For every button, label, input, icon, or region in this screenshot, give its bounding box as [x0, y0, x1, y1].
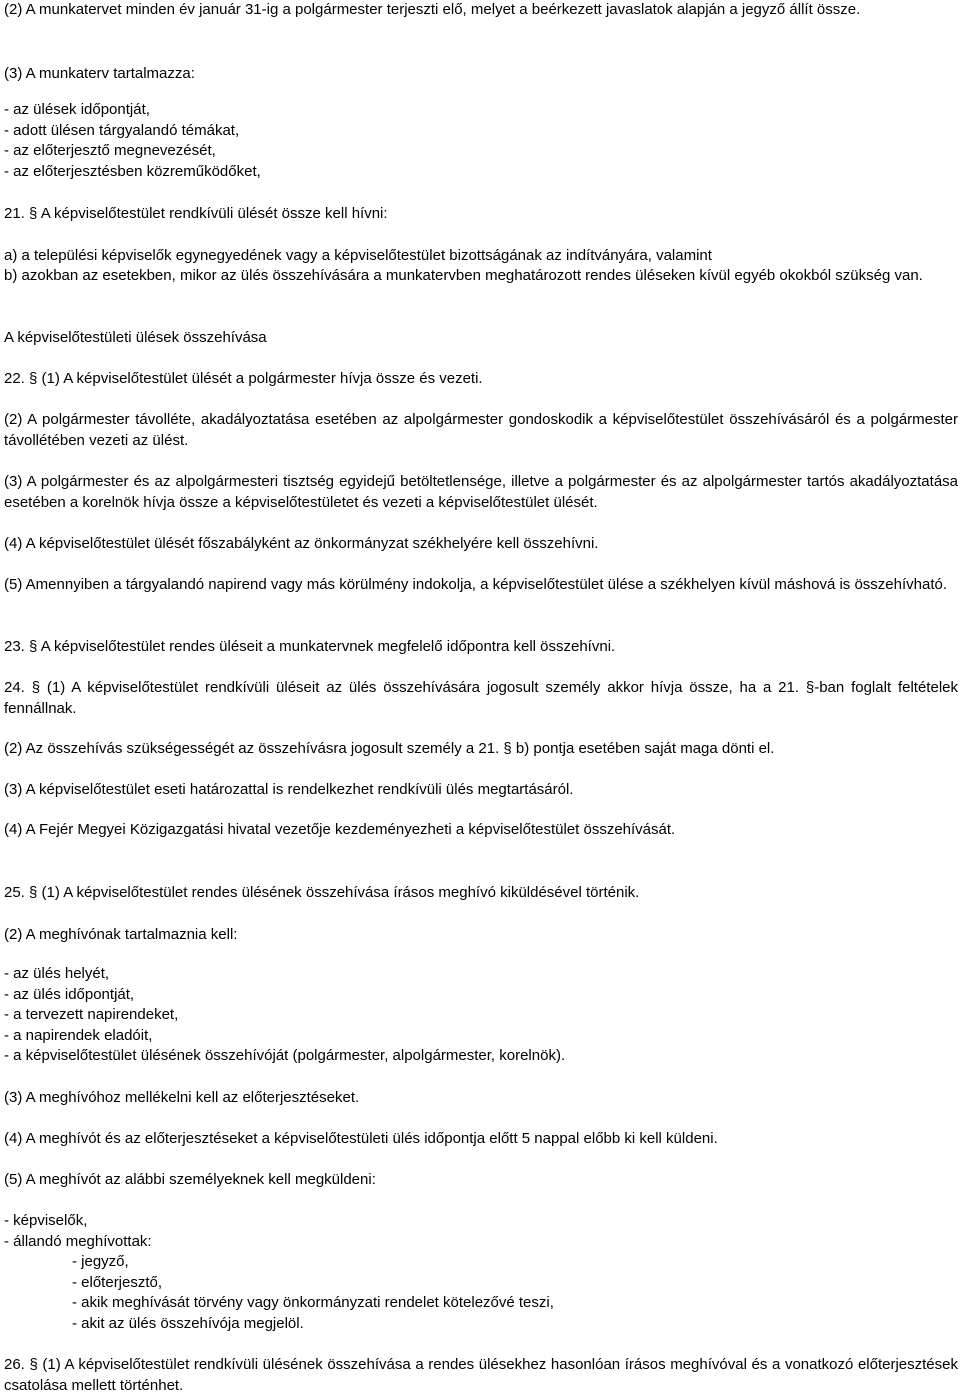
- paragraph: [4, 575, 958, 596]
- text-line: (5) A meghívót az alábbi személyeknek kell megküldeni:: [4, 1171, 376, 1188]
- paragraph: [4, 678, 958, 719]
- paragraph: [4, 820, 958, 841]
- paragraph: [4, 1170, 958, 1191]
- paragraph: [4, 1355, 958, 1396]
- text-line: b) azokban az esetekben, mikor az ülés összehívására a munkatervben meghatározott rendes üléseken kívül egyéb okokból szükség van.: [4, 267, 923, 284]
- paragraph: [4, 534, 958, 555]
- paragraph: [4, 780, 958, 801]
- paragraph: [4, 369, 958, 390]
- paragraph: [4, 1088, 958, 1109]
- text-line: 26. § (1) A képviselőtestület rendkívüli ülésének összehívása a rendes ülésekhez hasonlóan írásos meghívóval és a vonatkozó előterjesztések csatolása mellett történhet.: [4, 1356, 958, 1394]
- text-line: A képviselőtestületi ülések összehívása: [4, 329, 267, 346]
- text-line: (2) A munkatervet minden év január 31-ig a polgármester terjeszti elő, melyet a beérkezett javaslatok alapján a jegyző állít össze.: [4, 1, 861, 18]
- text-line: 23. § A képviselőtestület rendes üléseit a munkatervnek megfelelő időpontra kell összehívni.: [4, 638, 616, 655]
- text-line: (4) A meghívót és az előterjesztéseket a képviselőtestületi ülés időpontja előtt 5 nappal előbb ki kell küldeni.: [4, 1130, 718, 1147]
- text-line: - a napirendek eladóit,: [4, 1026, 153, 1044]
- text-line: - az előterjesztő megnevezését,: [4, 142, 216, 159]
- text-line: a) a települési képviselők egynegyedének vagy a képviselőtestület bizottságának az indítványára, valamint: [4, 247, 712, 264]
- text-line: - a képviselőtestület ülésének összehívóját (polgármester, alpolgármester, korelnök).: [4, 1047, 566, 1064]
- text-line: (3) A munkaterv tartalmazza:: [4, 65, 195, 82]
- text-line: (2) Az összehívás szükségességét az összehívásra jogosult személy a 21. § b) pontja esetében saját maga dönti el.: [4, 740, 775, 757]
- paragraph: [4, 204, 958, 225]
- paragraph: [4, 1129, 958, 1150]
- text-line: (5) Amennyiben a tárgyalandó napirend vagy más körülmény indokolja, a képviselőtestület ülése a székhelyen kívül máshová is összehívható.: [4, 576, 948, 593]
- text-line: - akik meghívását törvény vagy önkormányzati rendelet kötelezővé teszi,: [72, 1294, 554, 1311]
- paragraph: [4, 637, 958, 658]
- text-line: - előterjesztő,: [72, 1273, 163, 1291]
- text-line: (2) A polgármester távolléte, akadályoztatása esetében az alpolgármester gondoskodik a képviselőtestület összehívásáról és a polgármester távollétében vezeti az ülést.: [4, 411, 958, 449]
- text-line: (3) A meghívóhoz mellékelni kell az előterjesztéseket.: [4, 1089, 360, 1106]
- text-line: - az ülések időpontját,: [4, 101, 150, 118]
- paragraph: [4, 1211, 958, 1252]
- paragraph: [4, 64, 958, 85]
- text-line: - az ülés időpontját,: [4, 985, 135, 1003]
- text-line: - az előterjesztésben közreműködőket,: [4, 162, 261, 180]
- text-line: 24. § (1) A képviselőtestület rendkívüli üléseit az ülés összehívására jogosult személy akkor hívja össze, ha a 21. §-ban foglalt feltételek fennállnak.: [4, 679, 958, 717]
- paragraph: [4, 100, 958, 182]
- text-line: 22. § (1) A képviselőtestület ülését a polgármester hívja össze és vezeti.: [4, 370, 483, 387]
- text-line: 25. § (1) A képviselőtestület rendes ülésének összehívása írásos meghívó kiküldésével történik.: [4, 884, 640, 901]
- paragraph: [4, 964, 958, 1067]
- paragraph: [4, 472, 958, 513]
- text-line: (4) A képviselőtestület ülését főszabályként az önkormányzat székhelyére kell összehívni.: [4, 535, 599, 552]
- text-line: - a tervezett napirendeket,: [4, 1006, 179, 1023]
- paragraph: [4, 1252, 960, 1334]
- text-line: (2) A meghívónak tartalmaznia kell:: [4, 926, 238, 943]
- paragraph: [4, 925, 958, 946]
- text-line: - akit az ülés összehívója megjelöl.: [72, 1314, 304, 1332]
- paragraph: [4, 246, 958, 267]
- text-line: - az ülés helyét,: [4, 965, 110, 982]
- text-line: (3) A polgármester és az alpolgármesteri tisztség egyidejű betöltetlensége, illetve a polgármester és az alpolgármester tartós akadályoztatása esetében a korelnök hívja össze a képviselőtestületet és vezeti a képviselőtestület ülését.: [4, 473, 958, 511]
- text-line: 21. § A képviselőtestület rendkívüli ülését össze kell hívni:: [4, 205, 388, 222]
- paragraph: [4, 266, 958, 287]
- paragraph: [4, 883, 958, 904]
- text-line: - adott ülésen tárgyalandó témákat,: [4, 121, 240, 139]
- text-line: - jegyző,: [72, 1253, 129, 1270]
- text-line: (3) A képviselőtestület eseti határozattal is rendelkezhet rendkívüli ülés megtartásáról.: [4, 781, 574, 798]
- text-line: - képviselők,: [4, 1212, 88, 1229]
- paragraph: [4, 410, 958, 451]
- paragraph: [4, 328, 958, 349]
- paragraph: [4, 0, 958, 21]
- paragraph: [4, 739, 958, 760]
- text-line: (4) A Fejér Megyei Közigazgatási hivatal vezetője kezdeményezheti a képviselőtestület összehívását.: [4, 821, 676, 838]
- text-line: - állandó meghívottak:: [4, 1232, 152, 1250]
